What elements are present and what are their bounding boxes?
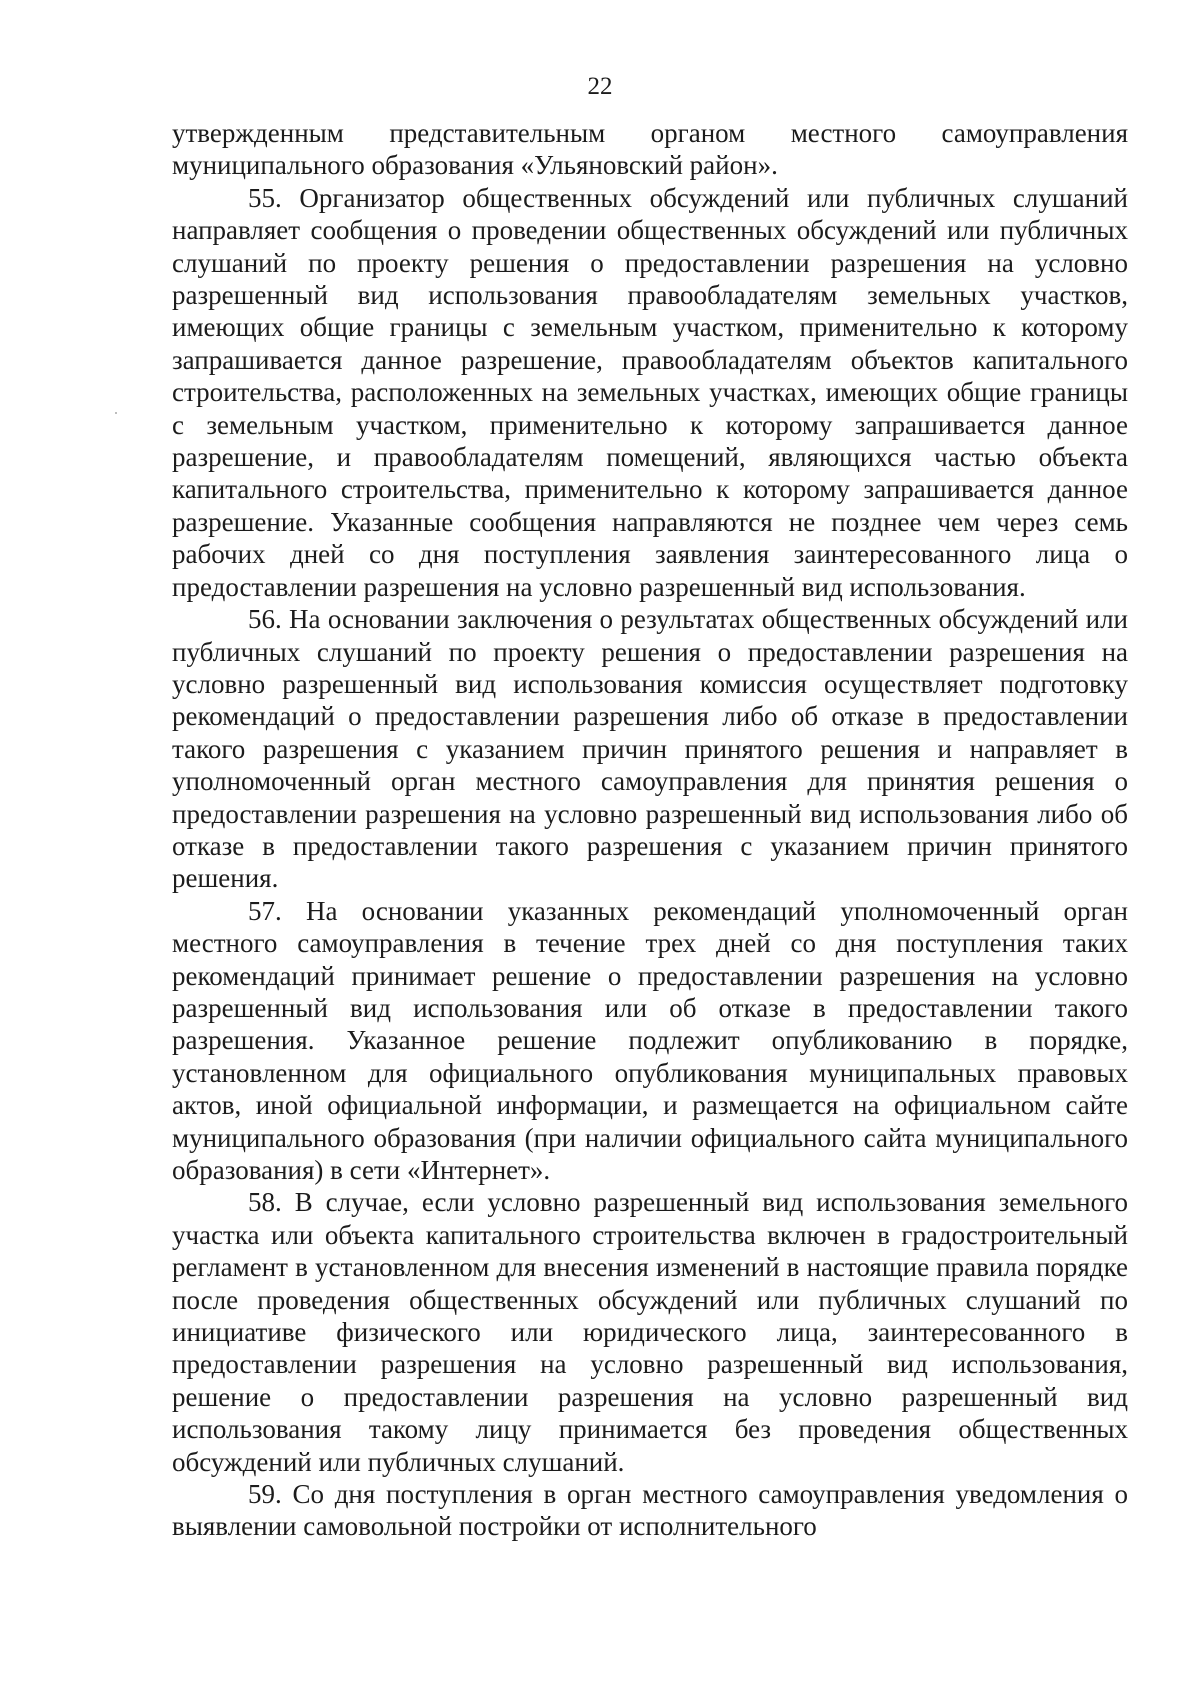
- paragraph-56: 56. На основании заключения о результатах общественных обсуждений или публичных слушаний по проекту решения о предоставлении разрешения на условно разрешенный вид использования комиссия осуществляет подготовку рекомендаций о предоставлении разрешения либо об отказе в предоставлении такого разрешения с указанием причин принятого решения и направляет в уполномоченный орган местного самоуправления для принятия решения о предоставлении разрешения на условно разрешенный вид использования либо об отказе в предоставлении такого разрешения с указанием причин принятого решения.: [172, 604, 1128, 894]
- document-body: [172, 117, 1128, 1543]
- paragraph-57: 57. На основании указанных рекомендаций уполномоченный орган местного самоуправления в течение трех дней со дня поступления таких рекомендаций принимает решение о предоставлении разрешения на условно разрешенный вид использования или об отказе в предоставлении такого разрешения. Указанное решение подлежит опубликованию в порядке, установленном для официального опубликования муниципальных правовых актов, иной официальной информации, и размещается на официальном сайте муниципального образования (при наличии официального сайта муниципального образования) в сети «Интернет».: [172, 895, 1128, 1185]
- paragraph-58: 58. В случае, если условно разрешенный вид использования земельного участка или объекта капитального строительства включен в градостроительный регламент в установленном для внесения изменений в настоящие правила порядке после проведения общественных обсуждений или публичных слушаний по инициативе физического или юридического лица, заинтересованного в предоставлении разрешения на условно разрешенный вид использования, решение о предоставлении разрешения на условно разрешенный вид использования такому лицу принимается без проведения общественных обсуждений или публичных слушаний.: [172, 1187, 1128, 1477]
- paragraph-59: 59. Со дня поступления в орган местного самоуправления уведомления о выявлении самовольной постройки от исполнительного: [172, 1479, 1128, 1542]
- paragraph-continuation: утвержденным представительным органом местного самоуправления муниципального образования «Ульяновский район».: [172, 118, 1128, 181]
- paragraph-55: 55. Организатор общественных обсуждений или публичных слушаний направляет сообщения о проведении общественных обсуждений или публичных слушаний по проекту решения о предоставлении разрешения на условно разрешенный вид использования правообладателям земельных участков, имеющих общие границы с земельным участком, применительно к которому запрашивается данное разрешение, правообладателям объектов капитального строительства, расположенных на земельных участках, имеющих общие границы с земельным участком, применительно к которому запрашивается данное разрешение, и правообладателям помещений, являющихся частью объекта капитального строительства, применительно к которому запрашивается данное разрешение. Указанные сообщения направляются не позднее чем через семь рабочих дней со дня поступления заявления заинтересованного лица о предоставлении разрешения на условно разрешенный вид использования.: [172, 182, 1128, 602]
- page-number: 22: [587, 73, 613, 100]
- scan-speck: [115, 412, 117, 414]
